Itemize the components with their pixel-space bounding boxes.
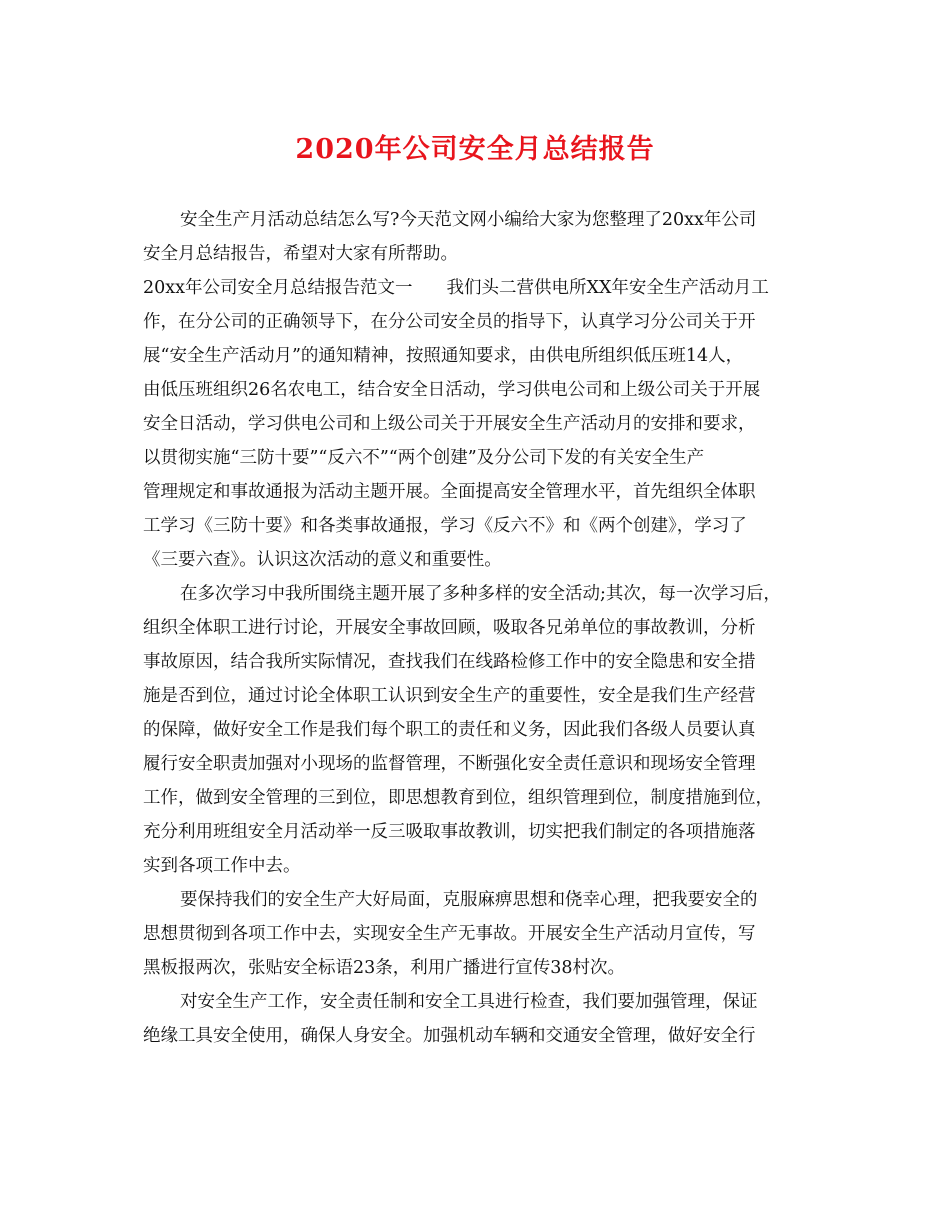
paragraph-line: 实到各项工作中去。	[143, 856, 301, 876]
paragraph-line: 作，在分公司的正确领导下，在分公司安全员的指导下，认真学习分公司关于开	[143, 312, 756, 332]
paragraph-line: 黑板报两次，张贴安全标语23条，利用广播进行宣传38村次。	[143, 958, 626, 978]
document-title: 2020年公司安全月总结报告	[295, 134, 655, 165]
paragraph-line: 对安全生产工作，安全责任制和安全工具进行检查，我们要加强管理，保证	[180, 992, 758, 1012]
paragraph-line: 思想贯彻到各项工作中去，实现安全生产无事故。开展安全生产活动月宣传，写	[143, 924, 756, 944]
paragraph-line: 工学习《三防十要》和各类事故通报，学习《反六不》和《两个创建》，学习了	[143, 516, 747, 536]
paragraph-line: 充分利用班组安全月活动举一反三吸取事故教训，切实把我们制定的各项措施落	[143, 822, 756, 842]
section-heading: 20xx年公司安全月总结报告范文一	[143, 278, 413, 298]
paragraph-line: 安全月总结报告，希望对大家有所帮助。	[143, 244, 458, 264]
paragraph-line: 展“安全生产活动月”的通知精神，按照通知要求，由供电所组织低压班14人，	[143, 346, 744, 366]
paragraph-text: 我们头二营供电所XX年安全生产活动月工	[446, 278, 769, 298]
paragraph-line: 以贯彻实施“三防十要”“反六不”“两个创建”及分公司下发的有关安全生产	[143, 448, 705, 468]
paragraph-line: 在多次学习中我所围绕主题开展了多种多样的安全活动;其次，每一次学习后，	[180, 584, 781, 604]
paragraph-line: 安全生产月活动总结怎么写?今天范文网小编给大家为您整理了20xx年公司	[180, 210, 757, 230]
paragraph-line	[143, 271, 823, 305]
paragraph-line: 由低压班组织26名农电工，结合安全日活动，学习供电公司和上级公司关于开展	[143, 380, 761, 400]
paragraph-line: 履行安全职责加强对小现场的监督管理，不断强化安全责任意识和现场安全管理	[143, 754, 756, 774]
paragraph-line: 要保持我们的安全生产大好局面，克服麻痹思想和侥幸心理，把我要安全的	[180, 890, 758, 910]
paragraph-line: 事故原因，结合我所实际情况，查找我们在线路检修工作中的安全隐患和安全措	[143, 652, 756, 672]
paragraph-line: 管理规定和事故通报为活动主题开展。全面提高安全管理水平，首先组织全体职	[143, 482, 756, 502]
paragraph-line: 《三要六查》。认识这次活动的意义和重要性。	[143, 550, 502, 570]
paragraph-line: 施是否到位，通过讨论全体职工认识到安全生产的重要性，安全是我们生产经营	[143, 686, 756, 706]
paragraph-line: 的保障，做好安全工作是我们每个职工的责任和义务，因此我们各级人员要认真	[143, 720, 756, 740]
paragraph-line: 安全日活动，学习供电公司和上级公司关于开展安全生产活动月的安排和要求，	[143, 414, 756, 434]
paragraph-line: 绝缘工具安全使用，确保人身安全。加强机动车辆和交通安全管理，做好安全行	[143, 1026, 756, 1046]
paragraph-line: 组织全体职工进行讨论，开展安全事故回顾，吸取各兄弟单位的事故教训，分析	[143, 618, 756, 638]
paragraph-line: 工作，做到安全管理的三到位，即思想教育到位，组织管理到位，制度措施到位，	[143, 788, 773, 808]
